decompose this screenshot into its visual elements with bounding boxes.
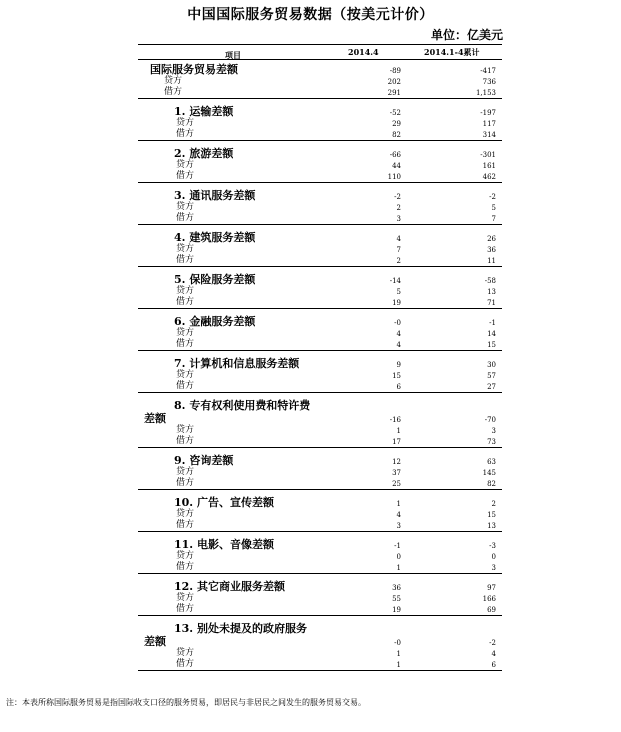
credit-value-month: 4 xyxy=(396,511,401,519)
debit-label: 借方 xyxy=(164,87,183,97)
section-value-month: 1 xyxy=(396,500,401,508)
section-value-cumulative: 63 xyxy=(487,458,496,466)
header-item: 项目 xyxy=(225,50,241,60)
section-label: 13. 别处未提及的政府服务 xyxy=(174,622,307,635)
credit-value-cumulative: 36 xyxy=(487,246,496,254)
debit-label: 借方 xyxy=(176,339,195,349)
debit-row xyxy=(138,87,502,98)
credit-label: 贷方 xyxy=(176,286,195,296)
debit-row xyxy=(138,129,502,140)
debit-label: 借方 xyxy=(176,478,195,488)
credit-label: 贷方 xyxy=(176,160,195,170)
section-title-row xyxy=(138,399,502,412)
section-label: 1. 运输差额 xyxy=(174,105,234,118)
section-value-cumulative: 97 xyxy=(487,584,496,592)
debit-row xyxy=(138,381,502,392)
section-row xyxy=(138,454,502,467)
section-label: 2. 旅游差额 xyxy=(174,147,234,160)
debit-row xyxy=(138,436,502,447)
debit-value-cumulative: 13 xyxy=(487,522,496,530)
credit-value-month: 0 xyxy=(396,553,401,561)
row-divider xyxy=(138,392,502,393)
section-value-cumulative: 2 xyxy=(491,500,496,508)
section-row xyxy=(138,231,502,244)
credit-value-cumulative: 145 xyxy=(482,469,496,477)
credit-value-month: 15 xyxy=(392,372,401,380)
section-value-month: -89 xyxy=(389,67,401,75)
section-row xyxy=(138,635,502,648)
section-value-month: -0 xyxy=(394,639,401,647)
row-divider xyxy=(138,224,502,225)
debit-value-month: 19 xyxy=(392,299,401,307)
debit-label: 借方 xyxy=(176,129,195,139)
debit-value-month: 25 xyxy=(392,480,401,488)
credit-value-cumulative: 4 xyxy=(491,650,496,658)
row-divider xyxy=(138,531,502,532)
credit-value-month: 29 xyxy=(392,120,401,128)
section-value-month: -1 xyxy=(394,542,401,550)
section-value-cumulative: -2 xyxy=(489,193,496,201)
credit-value-month: 7 xyxy=(396,246,401,254)
debit-row xyxy=(138,562,502,573)
credit-row xyxy=(138,328,502,339)
debit-label: 借方 xyxy=(176,562,195,572)
debit-value-cumulative: 15 xyxy=(487,341,496,349)
section-value-cumulative: -3 xyxy=(489,542,496,550)
credit-value-cumulative: 15 xyxy=(487,511,496,519)
debit-value-month: 19 xyxy=(392,606,401,614)
debit-label: 借方 xyxy=(176,171,195,181)
row-divider xyxy=(138,447,502,448)
section-row xyxy=(138,105,502,118)
credit-row xyxy=(138,202,502,213)
section-value-month: -66 xyxy=(389,151,401,159)
section-row xyxy=(138,580,502,593)
debit-value-month: 1 xyxy=(396,564,401,572)
debit-value-month: 82 xyxy=(392,131,401,139)
section-label: 11. 电影、音像差额 xyxy=(174,538,274,551)
section-label-cont: 差额 xyxy=(144,412,166,425)
debit-row xyxy=(138,478,502,489)
section-label: 9. 咨询差额 xyxy=(174,454,234,467)
credit-label: 贷方 xyxy=(176,202,195,212)
debit-value-month: 3 xyxy=(396,215,401,223)
row-divider xyxy=(138,98,502,99)
section-value-cumulative: -2 xyxy=(489,639,496,647)
credit-value-month: 5 xyxy=(396,288,401,296)
credit-row xyxy=(138,648,502,659)
debit-value-cumulative: 1,153 xyxy=(475,89,496,97)
unit-label: 单位：亿美元 xyxy=(430,28,503,42)
credit-value-cumulative: 0 xyxy=(491,553,496,561)
credit-value-cumulative: 57 xyxy=(487,372,496,380)
credit-label: 贷方 xyxy=(176,551,195,561)
credit-value-cumulative: 14 xyxy=(487,330,496,338)
credit-row xyxy=(138,76,502,87)
section-value-month: 9 xyxy=(396,361,401,369)
debit-value-cumulative: 69 xyxy=(487,606,496,614)
credit-value-cumulative: 166 xyxy=(482,595,496,603)
debit-row xyxy=(138,255,502,266)
debit-value-month: 3 xyxy=(396,522,401,530)
credit-row xyxy=(138,425,502,436)
debit-row xyxy=(138,171,502,182)
credit-label: 贷方 xyxy=(176,425,195,435)
section-label: 3. 通讯服务差额 xyxy=(174,189,256,202)
debit-value-month: 110 xyxy=(387,173,401,181)
credit-value-cumulative: 161 xyxy=(482,162,496,170)
debit-label: 借方 xyxy=(176,255,195,265)
debit-row xyxy=(138,659,502,670)
debit-row xyxy=(138,520,502,531)
debit-label: 借方 xyxy=(176,381,195,391)
section-value-cumulative: -197 xyxy=(480,109,496,117)
section-label: 5. 保险服务差额 xyxy=(174,273,256,286)
credit-value-cumulative: 736 xyxy=(482,78,496,86)
section-value-month: 12 xyxy=(392,458,401,466)
section-label: 10. 广告、宣传差额 xyxy=(174,496,274,509)
credit-label: 贷方 xyxy=(176,118,195,128)
section-row xyxy=(138,412,502,425)
section-title-row xyxy=(138,622,502,635)
debit-row xyxy=(138,604,502,615)
credit-value-month: 2 xyxy=(396,204,401,212)
credit-label: 贷方 xyxy=(176,509,195,519)
section-row xyxy=(138,189,502,202)
debit-value-cumulative: 27 xyxy=(487,383,496,391)
credit-row xyxy=(138,118,502,129)
credit-value-month: 1 xyxy=(396,427,401,435)
credit-label: 贷方 xyxy=(176,593,195,603)
credit-value-month: 37 xyxy=(392,469,401,477)
section-row xyxy=(138,63,502,76)
debit-label: 借方 xyxy=(176,659,195,669)
credit-value-month: 1 xyxy=(396,650,401,658)
section-label: 12. 其它商业服务差额 xyxy=(174,580,285,593)
debit-value-month: 1 xyxy=(396,661,401,669)
row-divider xyxy=(138,670,502,671)
credit-row xyxy=(138,160,502,171)
debit-value-cumulative: 82 xyxy=(487,480,496,488)
debit-label: 借方 xyxy=(176,213,195,223)
section-value-cumulative: -417 xyxy=(480,67,496,75)
debit-label: 借方 xyxy=(176,436,195,446)
credit-row xyxy=(138,244,502,255)
debit-row xyxy=(138,213,502,224)
credit-value-month: 202 xyxy=(387,78,401,86)
credit-label: 贷方 xyxy=(176,244,195,254)
page-title: 中国国际服务贸易数据（按美元计价） xyxy=(187,7,434,23)
debit-row xyxy=(138,297,502,308)
credit-label: 贷方 xyxy=(176,467,195,477)
credit-row xyxy=(138,509,502,520)
section-label: 6. 金融服务差额 xyxy=(174,315,256,328)
credit-row xyxy=(138,467,502,478)
debit-value-cumulative: 462 xyxy=(482,173,496,181)
section-label: 国际服务贸易差额 xyxy=(150,63,238,76)
section-value-month: 4 xyxy=(396,235,401,243)
credit-label: 贷方 xyxy=(164,76,183,86)
credit-label: 贷方 xyxy=(176,648,195,658)
section-value-cumulative: 30 xyxy=(487,361,496,369)
section-value-cumulative: -1 xyxy=(489,319,496,327)
table-body xyxy=(138,63,502,671)
credit-value-cumulative: 117 xyxy=(482,120,496,128)
section-value-cumulative: -70 xyxy=(484,416,496,424)
credit-row xyxy=(138,593,502,604)
debit-value-cumulative: 71 xyxy=(487,299,496,307)
debit-value-month: 17 xyxy=(392,438,401,446)
data-table xyxy=(138,44,502,671)
credit-value-month: 4 xyxy=(396,330,401,338)
footnote: 注：本表所称国际服务贸易是指国际收支口径的服务贸易，即居民与非居民之间发生的服务贸易交易。 xyxy=(6,698,366,707)
debit-value-month: 6 xyxy=(396,383,401,391)
header-col2: 2014.1-4累计 xyxy=(424,47,480,57)
credit-row xyxy=(138,370,502,381)
section-row xyxy=(138,496,502,509)
row-divider xyxy=(138,615,502,616)
row-divider xyxy=(138,350,502,351)
section-value-month: -14 xyxy=(389,277,401,285)
debit-value-cumulative: 3 xyxy=(491,564,496,572)
credit-value-month: 55 xyxy=(392,595,401,603)
credit-row xyxy=(138,286,502,297)
debit-row xyxy=(138,339,502,350)
section-value-month: -16 xyxy=(389,416,401,424)
section-value-month: 36 xyxy=(392,584,401,592)
row-divider xyxy=(138,489,502,490)
section-value-month: -2 xyxy=(394,193,401,201)
section-row xyxy=(138,273,502,286)
credit-value-month: 44 xyxy=(392,162,401,170)
section-value-cumulative: -301 xyxy=(480,151,496,159)
debit-label: 借方 xyxy=(176,297,195,307)
credit-label: 贷方 xyxy=(176,328,195,338)
row-divider xyxy=(138,308,502,309)
section-label: 8. 专有权利使用费和特许费 xyxy=(174,399,311,412)
row-divider xyxy=(138,266,502,267)
section-row xyxy=(138,357,502,370)
debit-label: 借方 xyxy=(176,520,195,530)
debit-value-cumulative: 73 xyxy=(487,438,496,446)
section-value-month: -52 xyxy=(389,109,401,117)
section-label: 7. 计算机和信息服务差额 xyxy=(174,357,300,370)
debit-value-month: 291 xyxy=(387,89,401,97)
section-row xyxy=(138,147,502,160)
credit-value-cumulative: 13 xyxy=(487,288,496,296)
row-divider xyxy=(138,573,502,574)
section-row xyxy=(138,538,502,551)
row-divider xyxy=(138,140,502,141)
credit-row xyxy=(138,551,502,562)
credit-label: 贷方 xyxy=(176,370,195,380)
section-row xyxy=(138,315,502,328)
section-label-cont: 差额 xyxy=(144,635,166,648)
debit-value-month: 2 xyxy=(396,257,401,265)
table-header xyxy=(138,44,502,60)
debit-value-month: 4 xyxy=(396,341,401,349)
header-col1: 2014.4 xyxy=(348,47,379,57)
section-value-month: -0 xyxy=(394,319,401,327)
section-value-cumulative: -58 xyxy=(484,277,496,285)
debit-value-cumulative: 314 xyxy=(482,131,496,139)
debit-value-cumulative: 7 xyxy=(491,215,496,223)
section-label: 4. 建筑服务差额 xyxy=(174,231,256,244)
debit-value-cumulative: 11 xyxy=(487,257,496,265)
section-value-cumulative: 26 xyxy=(487,235,496,243)
debit-label: 借方 xyxy=(176,604,195,614)
credit-value-cumulative: 5 xyxy=(491,204,496,212)
row-divider xyxy=(138,182,502,183)
credit-value-cumulative: 3 xyxy=(491,427,496,435)
debit-value-cumulative: 6 xyxy=(491,661,496,669)
